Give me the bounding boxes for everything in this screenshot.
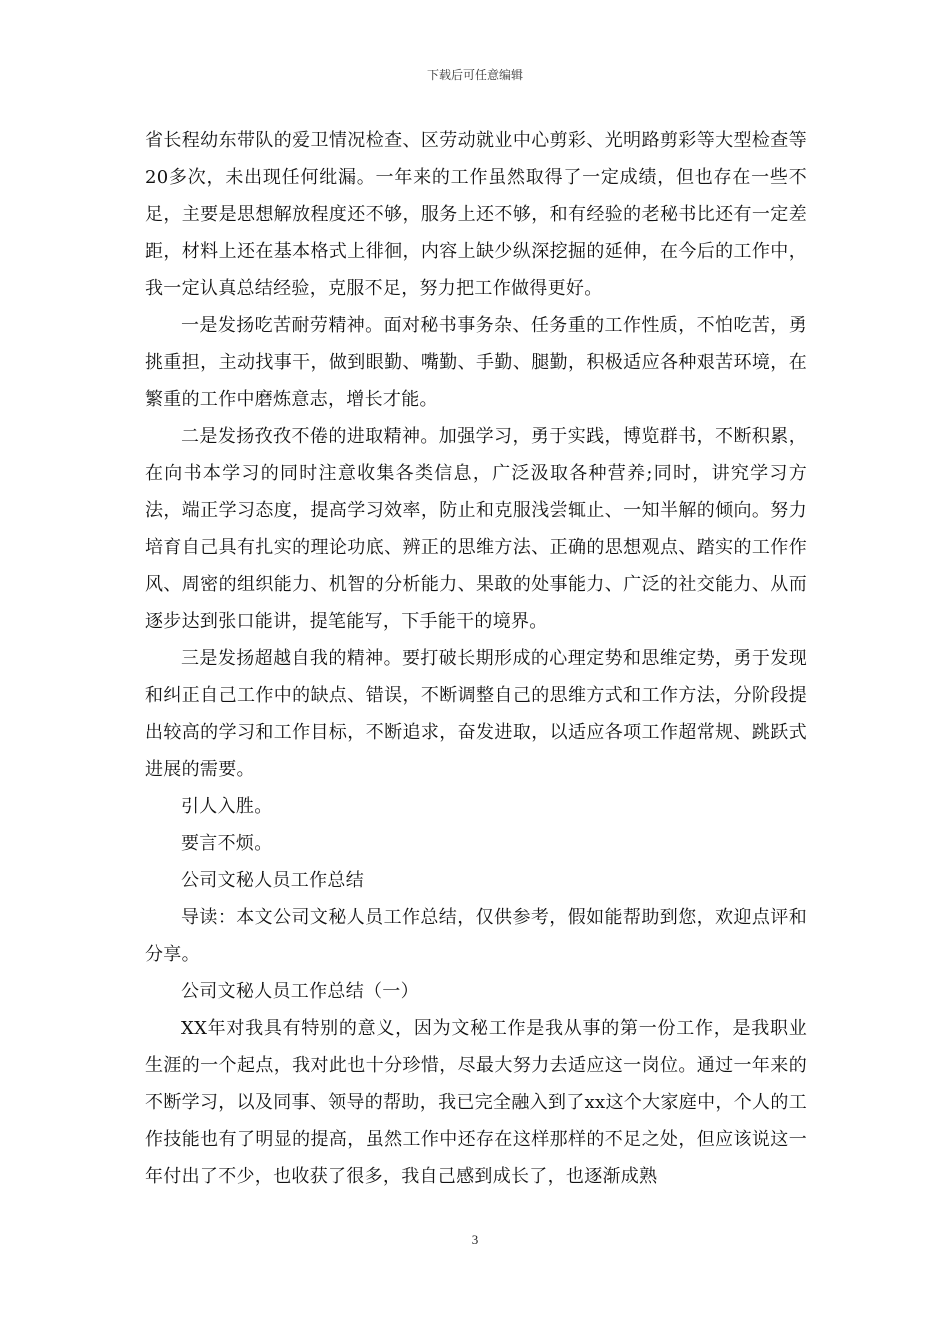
section-title: 公司文秘人员工作总结 bbox=[181, 870, 364, 891]
paragraph: 一是发扬吃苦耐劳精神。面对秘书事务杂、任务重的工作性质，不怕吃苦，勇挑重担，主动找事干，做到眼勤、嘴勤、手勤、腿勤，积极适应各种艰苦环境，在繁重的工作中磨炼意志，增长才能。 bbox=[145, 315, 807, 410]
paragraph: 引人入胜。 bbox=[181, 796, 273, 817]
paragraph: 省长程幼东带队的爱卫情况检查、区劳动就业中心剪彩、光明路剪彩等大型检查等20多次，未出现任何纰漏。一年来的工作虽然取得了一定成绩，但也存在一些不足，主要是思想解放程度还不够，服务上还不够，和有经验的老秘书比还有一定差距，材料上还在基本格式上徘徊，内容上缺少纵深挖掘的延伸，在今后的工作中，我一定认真总结经验，克服不足，努力把工作做得更好。 bbox=[145, 130, 807, 299]
page-number: 3 bbox=[471, 1232, 479, 1247]
paragraph: 三是发扬超越自我的精神。要打破长期形成的心理定势和思维定势，勇于发现和纠正自己工作中的缺点、错误，不断调整自己的思维方式和工作方法，分阶段提出较高的学习和工作目标，不断追求，奋发进取，以适应各项工作超常规、跳跃式进展的需要。 bbox=[145, 648, 807, 780]
paragraph: XX年对我具有特别的意义，因为文秘工作是我从事的第一份工作，是我职业生涯的一个起点，我对此也十分珍惜，尽最大努力去适应这一岗位。通过一年来的不断学习，以及同事、领导的帮助，我已完全融入到了xx这个大家庭中，个人的工作技能也有了明显的提高，虽然工作中还存在这样那样的不足之处，但应该说这一年付出了不少，也收获了很多，我自己感到成长了，也逐渐成熟 bbox=[145, 1018, 807, 1187]
paragraph: 导读：本文公司文秘人员工作总结，仅供参考，假如能帮助到您，欢迎点评和分享。 bbox=[145, 907, 807, 965]
section-subtitle: 公司文秘人员工作总结（一） bbox=[181, 981, 419, 1002]
page-header: 下载后可任意编辑 bbox=[426, 68, 523, 82]
paragraph: 二是发扬孜孜不倦的进取精神。加强学习，勇于实践，博览群书，不断积累，在向书本学习的同时注意收集各类信息，广泛汲取各种营养;同时，讲究学习方法，端正学习态度，提高学习效率，防止和克服浅尝辄止、一知半解的倾向。努力培育自己具有扎实的理论功底、辨正的思维方法、正确的思想观点、踏实的工作作风、周密的组织能力、机智的分析能力、果敢的处事能力、广泛的社交能力、从而逐步达到张口能讲，提笔能写，下手能干的境界。 bbox=[145, 426, 807, 632]
document-body bbox=[145, 122, 807, 1195]
paragraph: 要言不烦。 bbox=[181, 833, 273, 854]
